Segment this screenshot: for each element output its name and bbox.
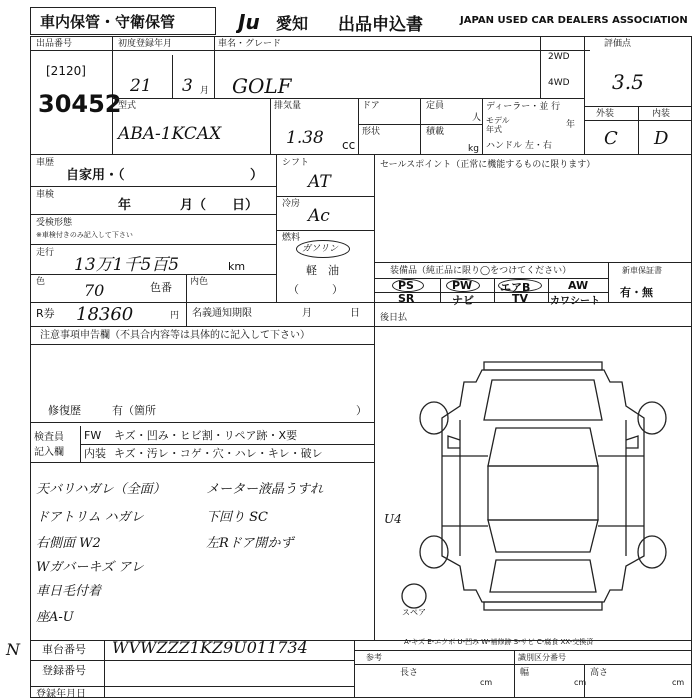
sales-point-label: セールスポイント（正常に機能するものに限ります） [380, 160, 596, 170]
length-label: 長さ [400, 668, 419, 678]
equipment-leather: カワシート [550, 296, 600, 307]
displacement-value: 1.38 [286, 128, 324, 148]
history-close: ） [250, 168, 264, 183]
shift-value: AT [308, 172, 331, 192]
color-number-label: 色番 [150, 281, 172, 294]
height-unit: cm [672, 678, 685, 687]
car-name-label: 車名・グレード [218, 39, 282, 49]
displacement-unit: cc [342, 138, 356, 152]
rear-seat-label: 後日払 [380, 313, 408, 323]
color-inner-label: 内色 [190, 277, 209, 287]
inspector-label-2: 記入欄 [34, 447, 64, 458]
equipment-pw: PW [452, 279, 473, 292]
equipment-aw: AW [568, 279, 589, 292]
r-ticket-unit: 円 [170, 311, 180, 321]
notice-label: 名義通知期限 [192, 308, 252, 319]
model-label: 型式 [118, 101, 137, 111]
note-item: ドアトリム ハガレ [36, 510, 144, 525]
load-label: 積載 [426, 127, 445, 137]
recycle-value: 有・無 [620, 286, 653, 299]
length-unit: cm [480, 678, 493, 687]
registration-no-label: 登録番号 [42, 664, 86, 677]
registration-year: 21 [130, 76, 152, 96]
ju-logo-icon [236, 9, 276, 33]
chassis-label: 車台番号 [42, 643, 86, 656]
note-item: 左Rドア開かず [206, 536, 294, 551]
interior-label: 内装 [652, 109, 671, 119]
mileage-value: 13万1千5百5 [74, 255, 180, 275]
recycle-label: 新車保証書 [622, 266, 662, 275]
model-value: ABA-1KCAX [118, 124, 222, 144]
inspector-row2: キズ・汚レ・コゲ・穴・ハレ・キレ・破レ [114, 447, 323, 460]
inspection-year: 年 [118, 198, 132, 213]
dealer-model-unit: 年 [566, 120, 576, 130]
equipment-tv: TV [512, 292, 529, 305]
width-unit: cm [574, 678, 587, 687]
inspection-day: 日） [232, 198, 259, 213]
exterior-grade: C [604, 128, 618, 149]
svg-text:Ju: Ju [238, 10, 260, 33]
registration-date-label: 登録年月日 [36, 689, 86, 700]
interior-grade: D [654, 128, 669, 149]
r-ticket-value: 18360 [76, 304, 134, 325]
shift-label: シフト [282, 158, 310, 168]
fuel-option: 軽 油 [306, 264, 339, 277]
r-ticket-label: R券 [36, 307, 55, 320]
dealer-year-label: 年式 [486, 125, 502, 134]
note-item: 車日毛付着 [36, 584, 102, 599]
load-unit: kg [468, 144, 479, 154]
chassis-ref-label: 参考 [366, 653, 382, 662]
inspector-row1: キズ・凹み・ヒビ割・リペア跡・X要 [114, 429, 298, 442]
lot-label: 出品番号 [36, 39, 73, 49]
displacement-label: 排気量 [274, 101, 302, 111]
width-label: 幅 [520, 668, 530, 678]
form-title: 出品申込書 [338, 15, 423, 35]
mileage-unit: km [228, 260, 246, 273]
inspector-row1-tag: FW [84, 429, 102, 442]
reception-label: 受検形態 [36, 218, 73, 228]
equipment-sr: SR [398, 292, 415, 305]
registration-month-unit: 月 [200, 86, 210, 96]
color-value: 70 [84, 281, 105, 300]
capacity-unit: 人 [472, 113, 482, 123]
doors-label: ドア [362, 101, 380, 111]
dealer-handle: ハンドル 左・右 [486, 141, 552, 151]
association-name: JAPAN USED CAR DEALERS ASSOCIATION [460, 15, 688, 26]
notice-day: 日 [350, 308, 360, 319]
score-value: 3.5 [612, 70, 644, 94]
chassis-value: WVWZZZ1KZ9U011734 [112, 638, 308, 657]
fuel-label: 燃料 [282, 233, 301, 243]
plate-label: 識別区分番号 [518, 653, 566, 662]
registration-label: 初度登録年月 [118, 39, 173, 49]
exterior-label: 外装 [596, 109, 615, 119]
height-label: 高さ [590, 668, 609, 678]
doors-shape-label: 形状 [362, 127, 381, 137]
note-item: 座A-U [36, 610, 74, 625]
inspector-label-1: 検査員 [34, 432, 64, 443]
reception-note: ※車検付きのみ記入して下さい [36, 231, 133, 239]
fuel-value: ガソリン [302, 244, 339, 254]
score-label: 評価点 [604, 39, 632, 49]
registration-month: 3 [182, 76, 193, 96]
aircon-value: Ac [308, 206, 330, 226]
equipment-navi: ナビ [452, 294, 474, 307]
note-item: Wガバーキズ アレ [36, 560, 144, 575]
lot-sub: [2120] [46, 64, 86, 78]
repair-label: 修復歴 [48, 404, 81, 417]
notice-month: 月 [302, 308, 312, 319]
margin-mark: N [6, 640, 20, 659]
inspection-month: 月（ [180, 198, 207, 213]
history-label: 車歴 [36, 158, 55, 168]
note-item: メーター液晶うすれ [206, 482, 324, 497]
car-name-value: GOLF [232, 74, 292, 98]
drive-2wd: 2WD [548, 52, 570, 62]
car-diagram [400, 356, 690, 632]
fuel-paren: （ ） [288, 283, 343, 296]
note-item: 天バリハガレ（全面） [36, 482, 166, 497]
equipment-label: 装備品（純正品に限り◯をつけてください） [390, 266, 572, 276]
aircon-label: 冷房 [282, 199, 301, 209]
repair-close: ） [356, 404, 367, 417]
dealer-model-label: モデル [486, 116, 510, 125]
capacity-label: 定員 [426, 101, 445, 111]
history-value: 自家用・（ [66, 168, 125, 183]
dealer-line1: ディーラー・並 行 [486, 102, 561, 112]
storage-label: 車内保管・守衛保管 [40, 13, 176, 31]
equipment-airbag: エアB [500, 281, 531, 294]
mileage-label: 走行 [36, 248, 55, 258]
color-label: 色 [36, 277, 46, 287]
diagram-mark-note: U4 [384, 512, 402, 526]
spare-label: スペア [402, 608, 426, 617]
lot-number: 30452 [38, 90, 122, 118]
notes-box-label: 注意事項申告欄（不具合内容等は具体的に記入して下さい） [40, 330, 310, 341]
inspector-row2-tag: 内装 [84, 447, 106, 460]
inspection-label: 車検 [36, 190, 55, 200]
note-item: 右側面 W2 [36, 536, 101, 551]
diagram-legend: A-キズ E-エクボ U-凹み W-補修跡 S-サビ C-腐食 XX-交換済 [404, 638, 594, 646]
equipment-ps: PS [398, 279, 414, 292]
repair-value: 有（箇所 [112, 404, 156, 417]
org-name: 愛知 [276, 14, 309, 33]
drive-4wd: 4WD [548, 78, 570, 88]
note-item: 下回り SC [206, 510, 268, 525]
